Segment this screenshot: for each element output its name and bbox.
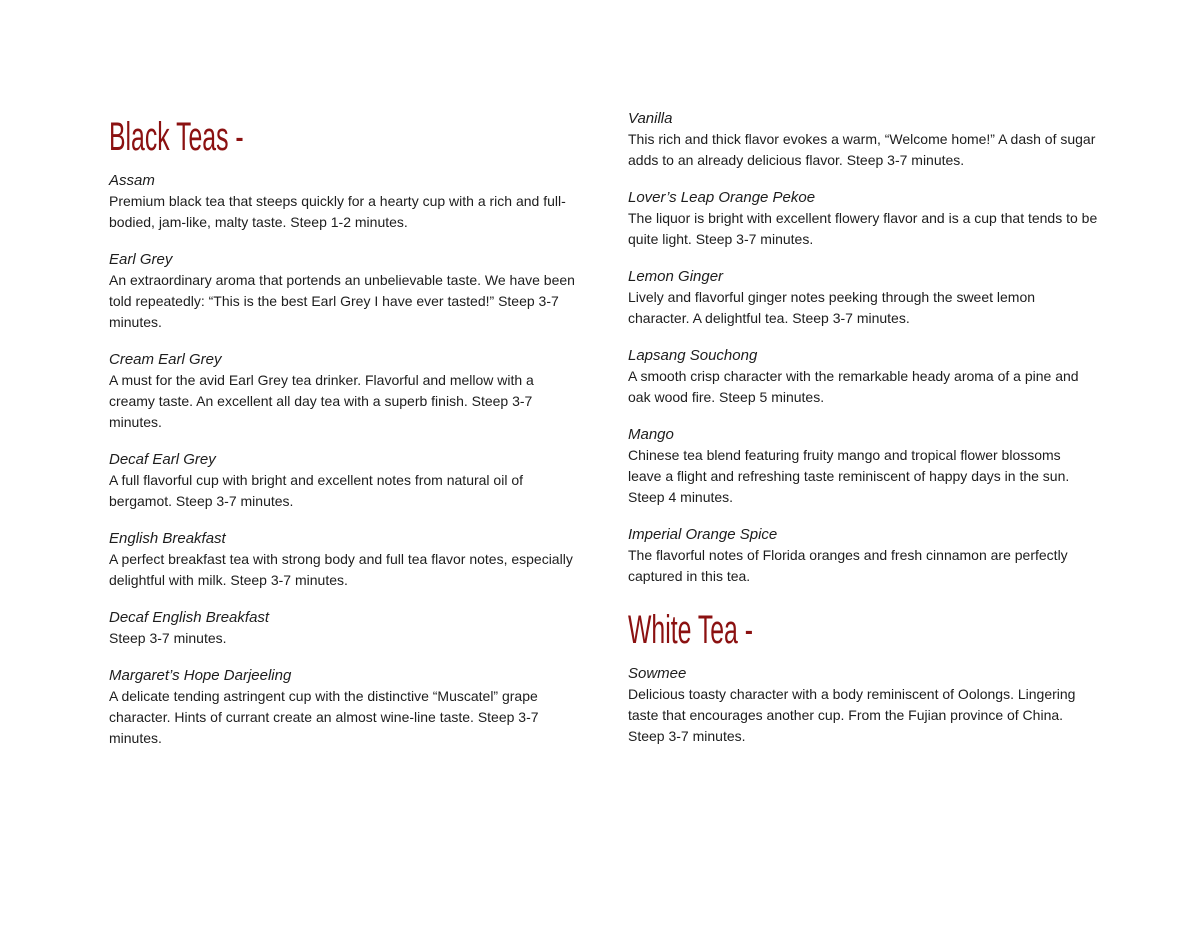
tea-description: Premium black tea that steeps quickly for a hearty cup with a rich and full-bodied, jam-like, malty taste. Steep 1-2 minutes. <box>109 193 566 230</box>
tea-item <box>109 528 579 591</box>
tea-description: The flavorful notes of Florida oranges and fresh cinnamon are perfectly captured in this tea. <box>628 547 1068 584</box>
tea-description: The liquor is bright with excellent flowery flavor and is a cup that tends to be quite light. Steep 3-7 minutes. <box>628 210 1098 247</box>
tea-item <box>109 607 579 649</box>
tea-description: An extraordinary aroma that portends an unbelievable taste. We have been told repeatedly: “This is the best Earl Grey I have ever tasted!” Steep 3-7 minutes. <box>109 272 575 330</box>
tea-name: Decaf English Breakfast <box>109 609 270 626</box>
tea-description: Chinese tea blend featuring fruity mango and tropical flower blossoms leave a flight and refreshing taste reminiscent of happy days in the sun. Steep 4 minutes. <box>628 447 1070 505</box>
tea-name: English Breakfast <box>109 530 226 547</box>
tea-item <box>109 349 579 433</box>
right-column <box>628 108 1098 763</box>
white-tea-list <box>628 663 1098 747</box>
tea-name: Decaf Earl Grey <box>109 451 216 468</box>
tea-name: Imperial Orange Spice <box>628 526 778 543</box>
black-teas-list <box>109 170 579 749</box>
tea-item <box>109 449 579 512</box>
black-teas-heading: Black Teas - <box>109 115 244 159</box>
tea-name: Margaret’s Hope Darjeeling <box>109 667 292 684</box>
tea-item <box>628 663 1098 747</box>
tea-item <box>628 266 1098 329</box>
tea-item <box>109 249 579 333</box>
tea-name: Assam <box>109 172 155 189</box>
tea-description: A perfect breakfast tea with strong body and full tea flavor notes, especially delightful with milk. Steep 3-7 minutes. <box>109 551 573 588</box>
tea-description: Steep 3-7 minutes. <box>109 630 227 646</box>
tea-item <box>628 108 1098 171</box>
black-teas-continued-list <box>628 108 1098 587</box>
tea-description: Delicious toasty character with a body reminiscent of Oolongs. Lingering taste that encourages another cup. From the Fujian province of China. Steep 3-7 minutes. <box>628 686 1076 744</box>
tea-name: Lemon Ginger <box>628 268 724 285</box>
tea-description: Lively and flavorful ginger notes peeking through the sweet lemon character. A delightful tea. Steep 3-7 minutes. <box>628 289 1036 326</box>
tea-name: Mango <box>628 426 674 443</box>
tea-name: Cream Earl Grey <box>109 351 222 368</box>
tea-description: A delicate tending astringent cup with the distinctive “Muscatel” grape character. Hints of currant create an almost wine-line taste. Steep 3-7 minutes. <box>109 688 539 746</box>
white-tea-section <box>628 603 1098 747</box>
tea-description: A smooth crisp character with the remarkable heady aroma of a pine and oak wood fire. Steep 5 minutes. <box>628 368 1079 405</box>
tea-name: Lapsang Souchong <box>628 347 758 364</box>
tea-name: Earl Grey <box>109 251 173 268</box>
tea-item <box>628 345 1098 408</box>
white-tea-heading: White Tea - <box>628 608 753 652</box>
left-column <box>109 110 579 765</box>
tea-name: Vanilla <box>628 110 673 127</box>
tea-item <box>109 665 579 749</box>
tea-description: This rich and thick flavor evokes a warm, “Welcome home!” A dash of sugar adds to an already delicious flavor. Steep 3-7 minutes. <box>628 131 1096 168</box>
tea-item <box>628 424 1098 508</box>
tea-item <box>628 524 1098 587</box>
tea-description: A full flavorful cup with bright and excellent notes from natural oil of bergamot. Steep 3-7 minutes. <box>109 472 523 509</box>
tea-name: Sowmee <box>628 665 687 682</box>
tea-description: A must for the avid Earl Grey tea drinker. Flavorful and mellow with a creamy taste. An excellent all day tea with a superb finish. Steep 3-7 minutes. <box>109 372 534 430</box>
black-teas-section <box>109 110 579 749</box>
tea-name: Lover’s Leap Orange Pekoe <box>628 189 816 206</box>
tea-item <box>109 170 579 233</box>
tea-item <box>628 187 1098 250</box>
